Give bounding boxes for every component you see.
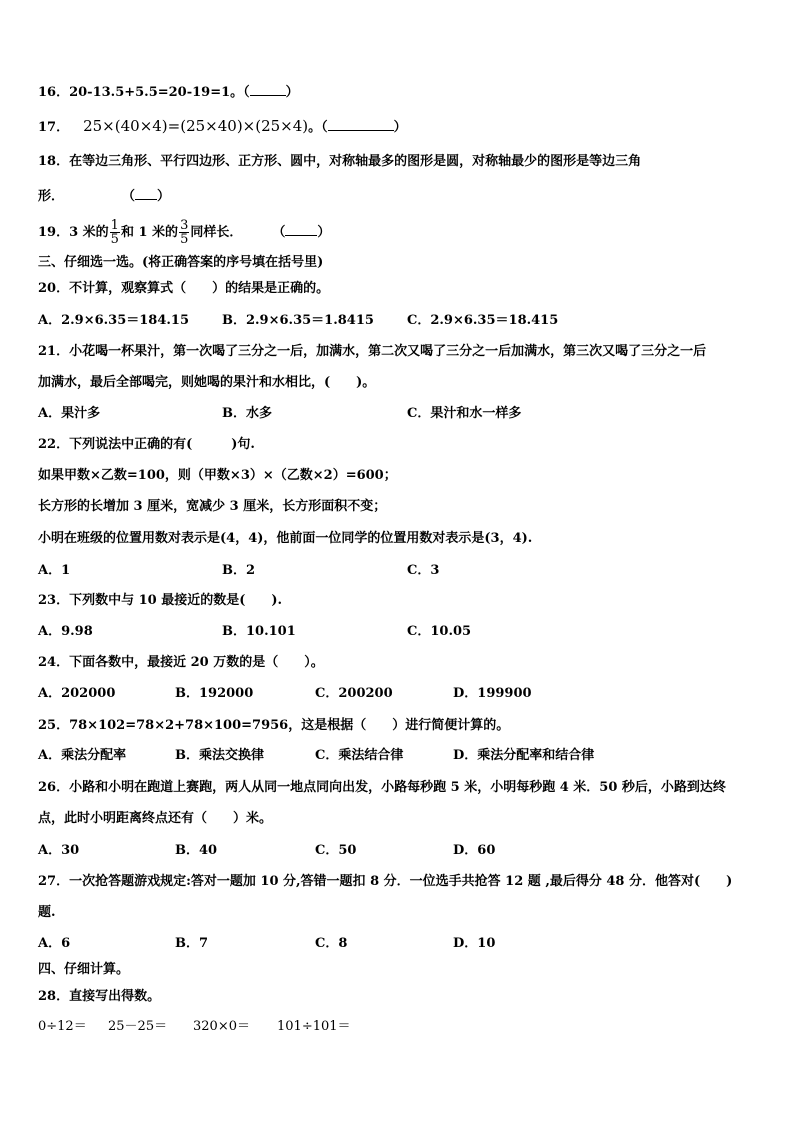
q22-statement-3: 小明在班级的位置用数对表示是(4，4)，他前面一位同学的位置用数对表示是(3，4). <box>38 531 533 546</box>
q22-option-c[interactable]: C．3 <box>407 563 440 578</box>
q19-paren-close: ） <box>317 225 331 240</box>
q18-paren-open: （ <box>122 189 136 204</box>
q19-post: 同样长． <box>190 225 243 240</box>
q19-fraction-2: $\frac{3}{5}$ <box>180 218 189 247</box>
q22-statement-1: 如果甲数×乙数=100，则（甲数×3）×（乙数×2）=600； <box>38 468 397 483</box>
q23-option-c[interactable]: C．10.05 <box>407 624 472 639</box>
question-21-line2: 加满水，最后全部喝完，则她喝的果汁和水相比，( )。 <box>38 375 376 390</box>
q28-calc-3: 320×0＝ <box>193 1019 250 1034</box>
q27-option-a[interactable]: A．6 <box>38 936 71 951</box>
q20-option-b[interactable]: B．2.9×6.35＝1.8415 <box>222 313 374 328</box>
question-17 <box>38 117 407 137</box>
q25-option-c[interactable]: C．乘法结合律 <box>315 748 404 763</box>
q28-calc-4: 101÷101＝ <box>277 1019 351 1034</box>
section-4-heading: 四、仔细计算。 <box>38 962 130 977</box>
question-27-line1: 27．一次抢答题游戏规定:答对一题加 10 分,答错一题扣 8 分．一位选手共抢答 12 题 ,最后得分 48 分．他答对( ) <box>38 874 733 889</box>
q26-option-c[interactable]: C．50 <box>315 843 357 858</box>
question-23-stem: 23．下列数中与 10 最接近的数是( ). <box>38 593 283 608</box>
q26-option-b[interactable]: B．40 <box>175 843 218 858</box>
q23-option-a[interactable]: A．9.98 <box>38 624 93 639</box>
q17-tail: 。（ <box>308 120 328 135</box>
q20-option-a[interactable]: A．2.9×6.35＝184.15 <box>38 313 190 328</box>
question-18-line1: 18．在等边三角形、平行四边形、正方形、圆中，对称轴最多的图形是圆，对称轴最少的图形是等边三角 <box>38 154 642 169</box>
question-26-line1: 26．小路和小明在跑道上赛跑，两人从同一地点同向出发，小路每秒跑 5 米，小明每秒跑 4 米．50 秒后，小路到达终 <box>38 780 726 795</box>
q21-option-c[interactable]: C．果汁和水一样多 <box>407 406 522 421</box>
question-16 <box>38 82 299 102</box>
question-28-stem: 28．直接写出得数。 <box>38 989 161 1004</box>
question-18-line2 <box>38 186 170 206</box>
q28-calc-2: 25－25＝ <box>108 1019 168 1034</box>
q17-expression: 25×(40×4)=(25×40)×(25×4) <box>83 117 309 135</box>
q25-option-d[interactable]: D．乘法分配率和结合律 <box>453 748 595 763</box>
q27-option-d[interactable]: D．10 <box>453 936 496 951</box>
question-24-stem: 24．下面各数中，最接近 20 万数的是（ ）。 <box>38 655 324 670</box>
question-22-stem: 22．下列说法中正确的有( )句. <box>38 437 255 452</box>
question-20-stem: 20．不计算，观察算式（ ）的结果是正确的。 <box>38 281 330 296</box>
q17-answer-blank[interactable] <box>328 117 394 131</box>
q18-line2-text: 形． <box>38 189 65 204</box>
q21-option-a[interactable]: A．果汁多 <box>38 406 101 421</box>
question-21-line1: 21．小花喝一杯果汁，第一次喝了三分之一后，加满水，第二次又喝了三分之一后加满水，第三次又喝了三分之一后 <box>38 344 707 359</box>
q22-statement-2: 长方形的长增加 3 厘米，宽减少 3 厘米，长方形面积不变； <box>38 499 387 514</box>
q16-text: 16．20-13.5+5.5=20-19=1。（ <box>38 85 250 100</box>
q17-paren-close: ） <box>393 120 407 135</box>
q28-calc-1: 0÷12＝ <box>38 1019 87 1034</box>
q23-option-b[interactable]: B．10.101 <box>222 624 296 639</box>
q22-option-b[interactable]: B．2 <box>222 563 256 578</box>
q18-paren-close: ） <box>157 189 171 204</box>
q19-paren-open: （ <box>272 225 286 240</box>
q16-answer-blank[interactable] <box>250 82 286 96</box>
q19-fraction-1: $\frac{1}{5}$ <box>110 218 119 247</box>
q18-answer-blank[interactable] <box>135 186 157 200</box>
q22-option-a[interactable]: A．1 <box>38 563 71 578</box>
q19-pre: 19．3 米的 <box>38 225 109 240</box>
question-26-line2: 点，此时小明距离终点还有（ ）米。 <box>38 811 273 826</box>
q27-option-c[interactable]: C．8 <box>315 936 348 951</box>
q19-mid: 和 1 米的 <box>120 225 179 240</box>
q24-option-b[interactable]: B．192000 <box>175 686 254 701</box>
q25-option-b[interactable]: B．乘法交换律 <box>175 748 264 763</box>
question-19 <box>38 218 330 248</box>
q21-option-b[interactable]: B．水多 <box>222 406 272 421</box>
q17-number: 17． <box>38 120 70 135</box>
q24-option-d[interactable]: D．199900 <box>453 686 532 701</box>
q25-option-a[interactable]: A．乘法分配率 <box>38 748 127 763</box>
q26-option-a[interactable]: A．30 <box>38 843 80 858</box>
q20-option-c[interactable]: C．2.9×6.35＝18.415 <box>407 313 559 328</box>
question-27-line2: 题. <box>38 905 56 920</box>
q24-option-c[interactable]: C．200200 <box>315 686 393 701</box>
q27-option-b[interactable]: B．7 <box>175 936 209 951</box>
q16-paren-close: ） <box>285 85 299 100</box>
q26-option-d[interactable]: D．60 <box>453 843 496 858</box>
section-3-heading: 三、仔细选一选。(将正确答案的序号填在括号里) <box>38 255 324 270</box>
q24-option-a[interactable]: A．202000 <box>38 686 116 701</box>
question-25-stem: 25．78×102=78×2+78×100=7956，这是根据（ ）进行简便计算的。 <box>38 718 510 733</box>
q19-answer-blank[interactable] <box>285 222 317 236</box>
